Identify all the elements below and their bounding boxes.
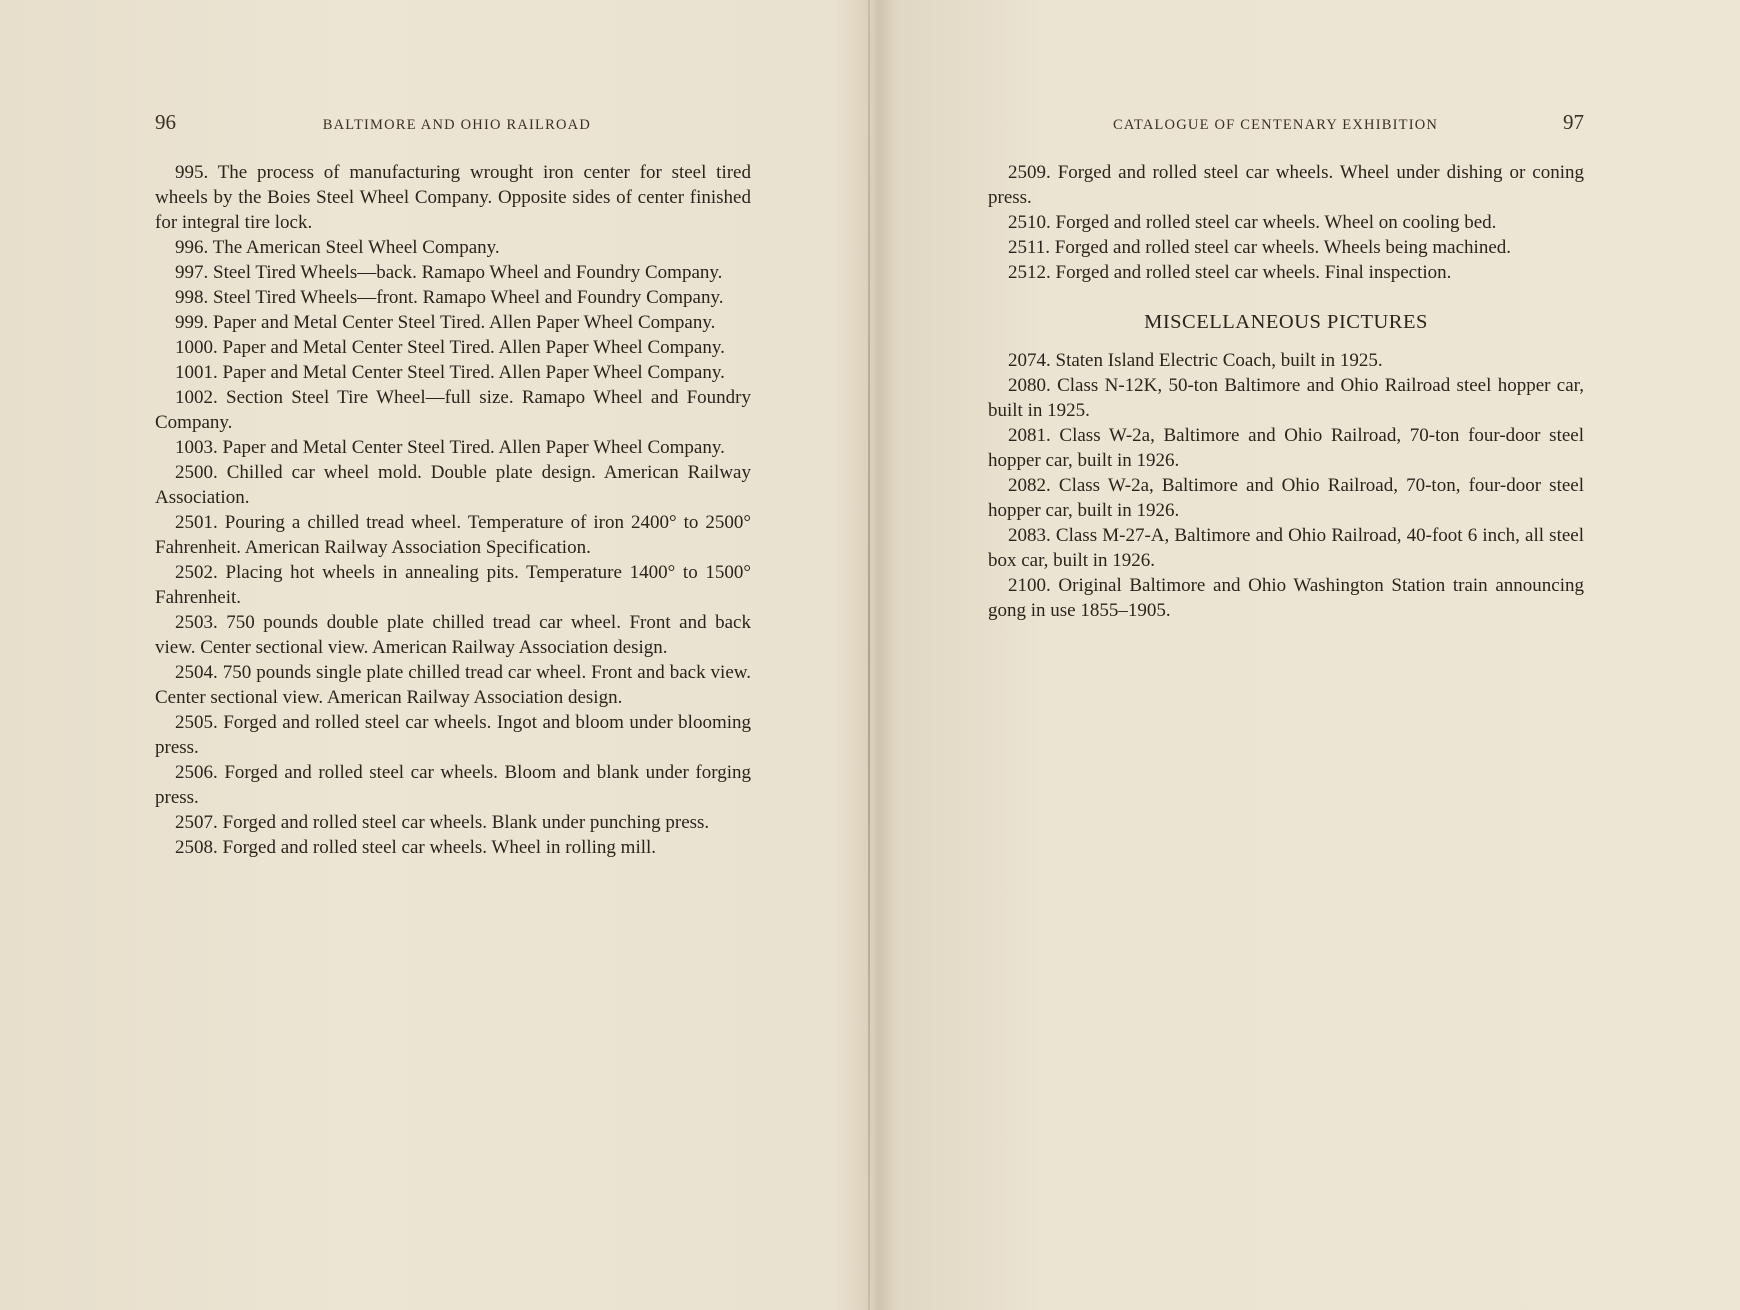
catalogue-entry: 2074. Staten Island Electric Coach, built in 1925. bbox=[1008, 350, 1383, 371]
catalogue-entry: 2508. Forged and rolled steel car wheels. Wheel in rolling mill. bbox=[175, 837, 657, 858]
catalogue-entry: 2505. Forged and rolled steel car wheels. Ingot and bloom under blooming press. bbox=[155, 712, 751, 758]
left-page bbox=[155, 110, 751, 860]
catalogue-entry: 2507. Forged and rolled steel car wheels. Blank under punching press. bbox=[175, 812, 710, 833]
catalogue-entry: 2512. Forged and rolled steel car wheels. Final inspection. bbox=[1008, 262, 1452, 283]
catalogue-entry: 2100. Original Baltimore and Ohio Washington Station train announcing gong in use 1855–1905. bbox=[988, 575, 1584, 621]
catalogue-entry: 2509. Forged and rolled steel car wheels. Wheel under dishing or coning press. bbox=[988, 162, 1584, 208]
catalogue-entry: 2083. Class M-27-A, Baltimore and Ohio Railroad, 40-foot 6 inch, all steel box car, built in 1926. bbox=[988, 525, 1584, 571]
left-running-head-title: BALTIMORE AND OHIO RAILROAD bbox=[322, 117, 591, 133]
catalogue-entry: 2500. Chilled car wheel mold. Double plate design. American Railway Association. bbox=[155, 462, 751, 508]
right-running-head bbox=[988, 110, 1584, 138]
right-page bbox=[988, 110, 1584, 623]
catalogue-entry: 997. Steel Tired Wheels—back. Ramapo Wheel and Foundry Company. bbox=[175, 262, 723, 283]
catalogue-entry: 2510. Forged and rolled steel car wheels. Wheel on cooling bed. bbox=[1008, 212, 1497, 233]
left-running-head bbox=[155, 110, 751, 138]
catalogue-entry: 2082. Class W-2a, Baltimore and Ohio Railroad, 70-ton, four-door steel hopper car, built in 1926. bbox=[988, 475, 1584, 521]
catalogue-entry: 2081. Class W-2a, Baltimore and Ohio Railroad, 70-ton four-door steel hopper car, built in 1926. bbox=[988, 425, 1584, 471]
left-entry-list bbox=[155, 160, 751, 860]
misc-entry-list bbox=[988, 348, 1584, 623]
catalogue-entry: 2502. Placing hot wheels in annealing pits. Temperature 1400° to 1500° Fahrenheit. bbox=[155, 562, 751, 608]
catalogue-entry: 2503. 750 pounds double plate chilled tread car wheel. Front and back view. Center sectional view. American Railway Association design. bbox=[155, 612, 751, 658]
catalogue-entry: 2080. Class N-12K, 50-ton Baltimore and Ohio Railroad steel hopper car, built in 1925. bbox=[988, 375, 1584, 421]
catalogue-entry: 1000. Paper and Metal Center Steel Tired. Allen Paper Wheel Company. bbox=[175, 337, 725, 358]
catalogue-entry: 996. The American Steel Wheel Company. bbox=[175, 237, 500, 258]
catalogue-entry: 999. Paper and Metal Center Steel Tired. Allen Paper Wheel Company. bbox=[175, 312, 716, 333]
catalogue-entry: 2504. 750 pounds single plate chilled tread car wheel. Front and back view. Center sectional view. American Railway Association design. bbox=[155, 662, 751, 708]
book-gutter bbox=[868, 0, 870, 1310]
catalogue-entry: 2511. Forged and rolled steel car wheels. Wheels being machined. bbox=[1008, 237, 1511, 258]
catalogue-entry: 1002. Section Steel Tire Wheel—full size. Ramapo Wheel and Foundry Company. bbox=[155, 387, 751, 433]
catalogue-entry: 2506. Forged and rolled steel car wheels. Bloom and blank under forging press. bbox=[155, 762, 751, 808]
catalogue-entry: 1003. Paper and Metal Center Steel Tired. Allen Paper Wheel Company. bbox=[175, 437, 725, 458]
right-page-number: 97 bbox=[1563, 110, 1584, 134]
catalogue-entry: 995. The process of manufacturing wrought iron center for steel tired wheels by the Boies Steel Wheel Company. Opposite sides of center finished for integral tire lock. bbox=[155, 162, 751, 233]
right-running-head-title: CATALOGUE OF CENTENARY EXHIBITION bbox=[1113, 117, 1439, 133]
catalogue-entry: 1001. Paper and Metal Center Steel Tired. Allen Paper Wheel Company. bbox=[175, 362, 725, 383]
catalogue-entry: 2501. Pouring a chilled tread wheel. Temperature of iron 2400° to 2500° Fahrenheit. American Railway Association Specification. bbox=[155, 512, 751, 558]
right-entry-list bbox=[988, 160, 1584, 285]
section-heading: MISCELLANEOUS PICTURES bbox=[1144, 311, 1428, 333]
left-page-number: 96 bbox=[155, 110, 176, 134]
catalogue-entry: 998. Steel Tired Wheels—front. Ramapo Wheel and Foundry Company. bbox=[175, 287, 724, 308]
